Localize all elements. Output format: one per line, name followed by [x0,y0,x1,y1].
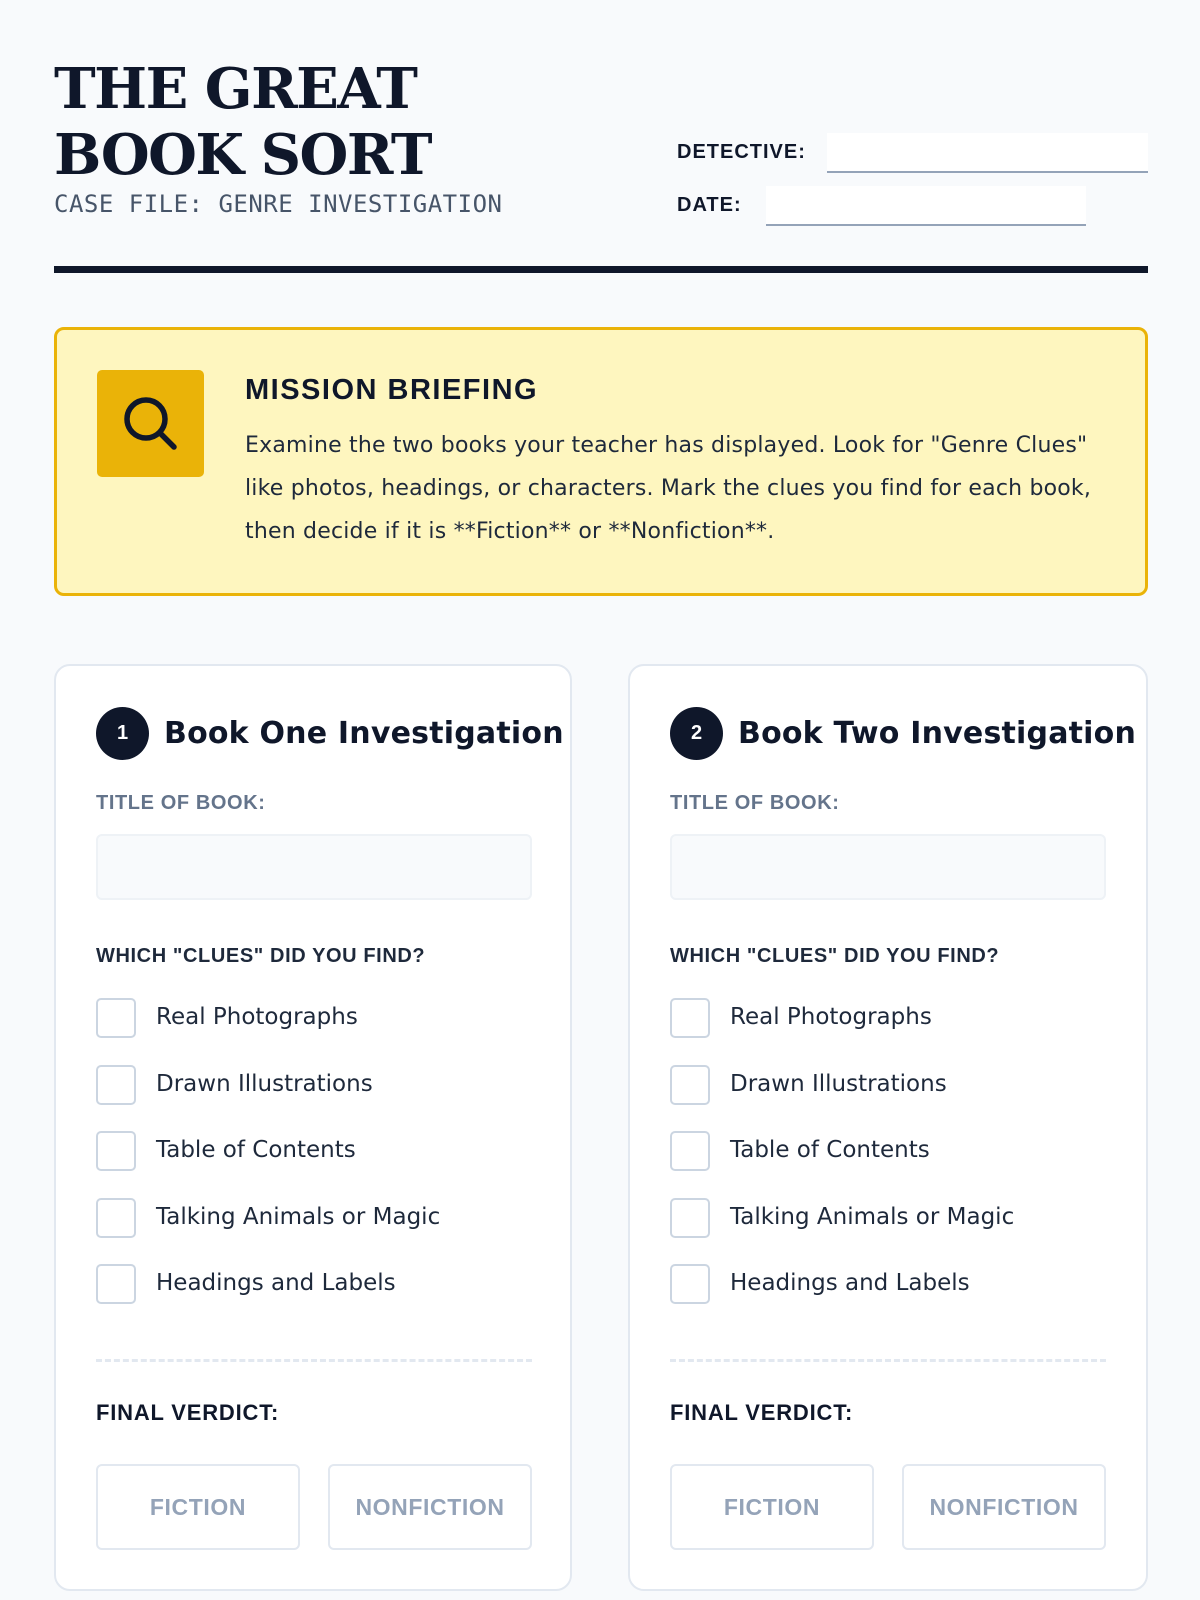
section-divider [670,1359,1106,1362]
clue-label: Headings and Labels [730,1270,970,1296]
card-title: Book One Investigation [164,715,564,751]
card-header [96,706,564,760]
clue-item[interactable] [96,1198,532,1265]
card-title: Book Two Investigation [738,715,1137,751]
clue-item[interactable] [670,1198,1106,1265]
clue-item[interactable] [670,998,1106,1065]
verdict-label: FINAL VERDICT: [670,1400,854,1425]
detective-field[interactable] [827,133,1148,173]
clue-label: Talking Animals or Magic [156,1203,441,1230]
mission-briefing [54,327,1148,596]
date-label: DATE: [677,194,742,216]
clue-list [96,998,532,1331]
briefing-title: MISSION BRIEFING [245,374,539,406]
fiction-button[interactable]: FICTION [96,1464,300,1550]
clue-label: Talking Animals or Magic [730,1203,1015,1230]
clue-item[interactable] [670,1264,1106,1331]
clue-label: Real Photographs [730,1004,932,1030]
card-header [670,706,1136,760]
header-divider [54,266,1148,273]
clue-item[interactable] [96,1131,532,1198]
clue-label: Table of Contents [156,1137,356,1163]
nonfiction-button[interactable]: NONFICTION [328,1464,532,1550]
clue-label: Table of Contents [730,1137,930,1163]
clue-checkbox[interactable] [96,1065,136,1105]
book-two-card [628,664,1148,1591]
briefing-text: Examine the two books your teacher has displayed. Look for "Genre Clues" like photos, headings, or characters. Mark the clues you find for each book, then decide if it is **Fiction** or **Nonfiction**. [245,433,1092,544]
clue-item[interactable] [96,998,532,1065]
section-divider [96,1359,532,1362]
clue-checkbox[interactable] [96,1264,136,1304]
clue-checkbox[interactable] [96,1131,136,1171]
clue-checkbox[interactable] [670,1065,710,1105]
book-title-input[interactable] [670,834,1106,900]
magnifying-glass-icon [97,370,204,477]
clue-label: Drawn Illustrations [156,1070,373,1097]
nonfiction-button[interactable]: NONFICTION [902,1464,1106,1550]
book-title-input[interactable] [96,834,532,900]
book-one-card [54,664,572,1591]
book-title-label: TITLE OF BOOK: [670,792,840,814]
worksheet-page [54,0,1148,1600]
book-title-label: TITLE OF BOOK: [96,792,266,814]
clue-list [670,998,1106,1331]
step-number-badge: 1 [96,707,149,760]
step-number-badge: 2 [670,707,723,760]
clue-item[interactable] [96,1065,532,1132]
detective-label: DETECTIVE: [677,141,806,163]
clue-checkbox[interactable] [670,998,710,1038]
date-field[interactable] [766,186,1086,226]
fiction-button[interactable]: FICTION [670,1464,874,1550]
clue-checkbox[interactable] [670,1198,710,1238]
clue-label: Drawn Illustrations [730,1070,947,1097]
clue-checkbox[interactable] [96,1198,136,1238]
clue-checkbox[interactable] [670,1264,710,1304]
clues-label: WHICH "CLUES" DID YOU FIND? [96,945,426,967]
page-subtitle: CASE FILE: GENRE INVESTIGATION [54,190,503,218]
clue-item[interactable] [670,1131,1106,1198]
clue-checkbox[interactable] [96,998,136,1038]
clue-label: Headings and Labels [156,1270,396,1296]
clue-checkbox[interactable] [670,1131,710,1171]
clue-item[interactable] [670,1065,1106,1132]
clue-label: Real Photographs [156,1004,358,1030]
page-title: THE GREAT BOOK SORT [54,56,432,188]
clue-item[interactable] [96,1264,532,1331]
verdict-label: FINAL VERDICT: [96,1400,280,1425]
clues-label: WHICH "CLUES" DID YOU FIND? [670,945,1000,967]
